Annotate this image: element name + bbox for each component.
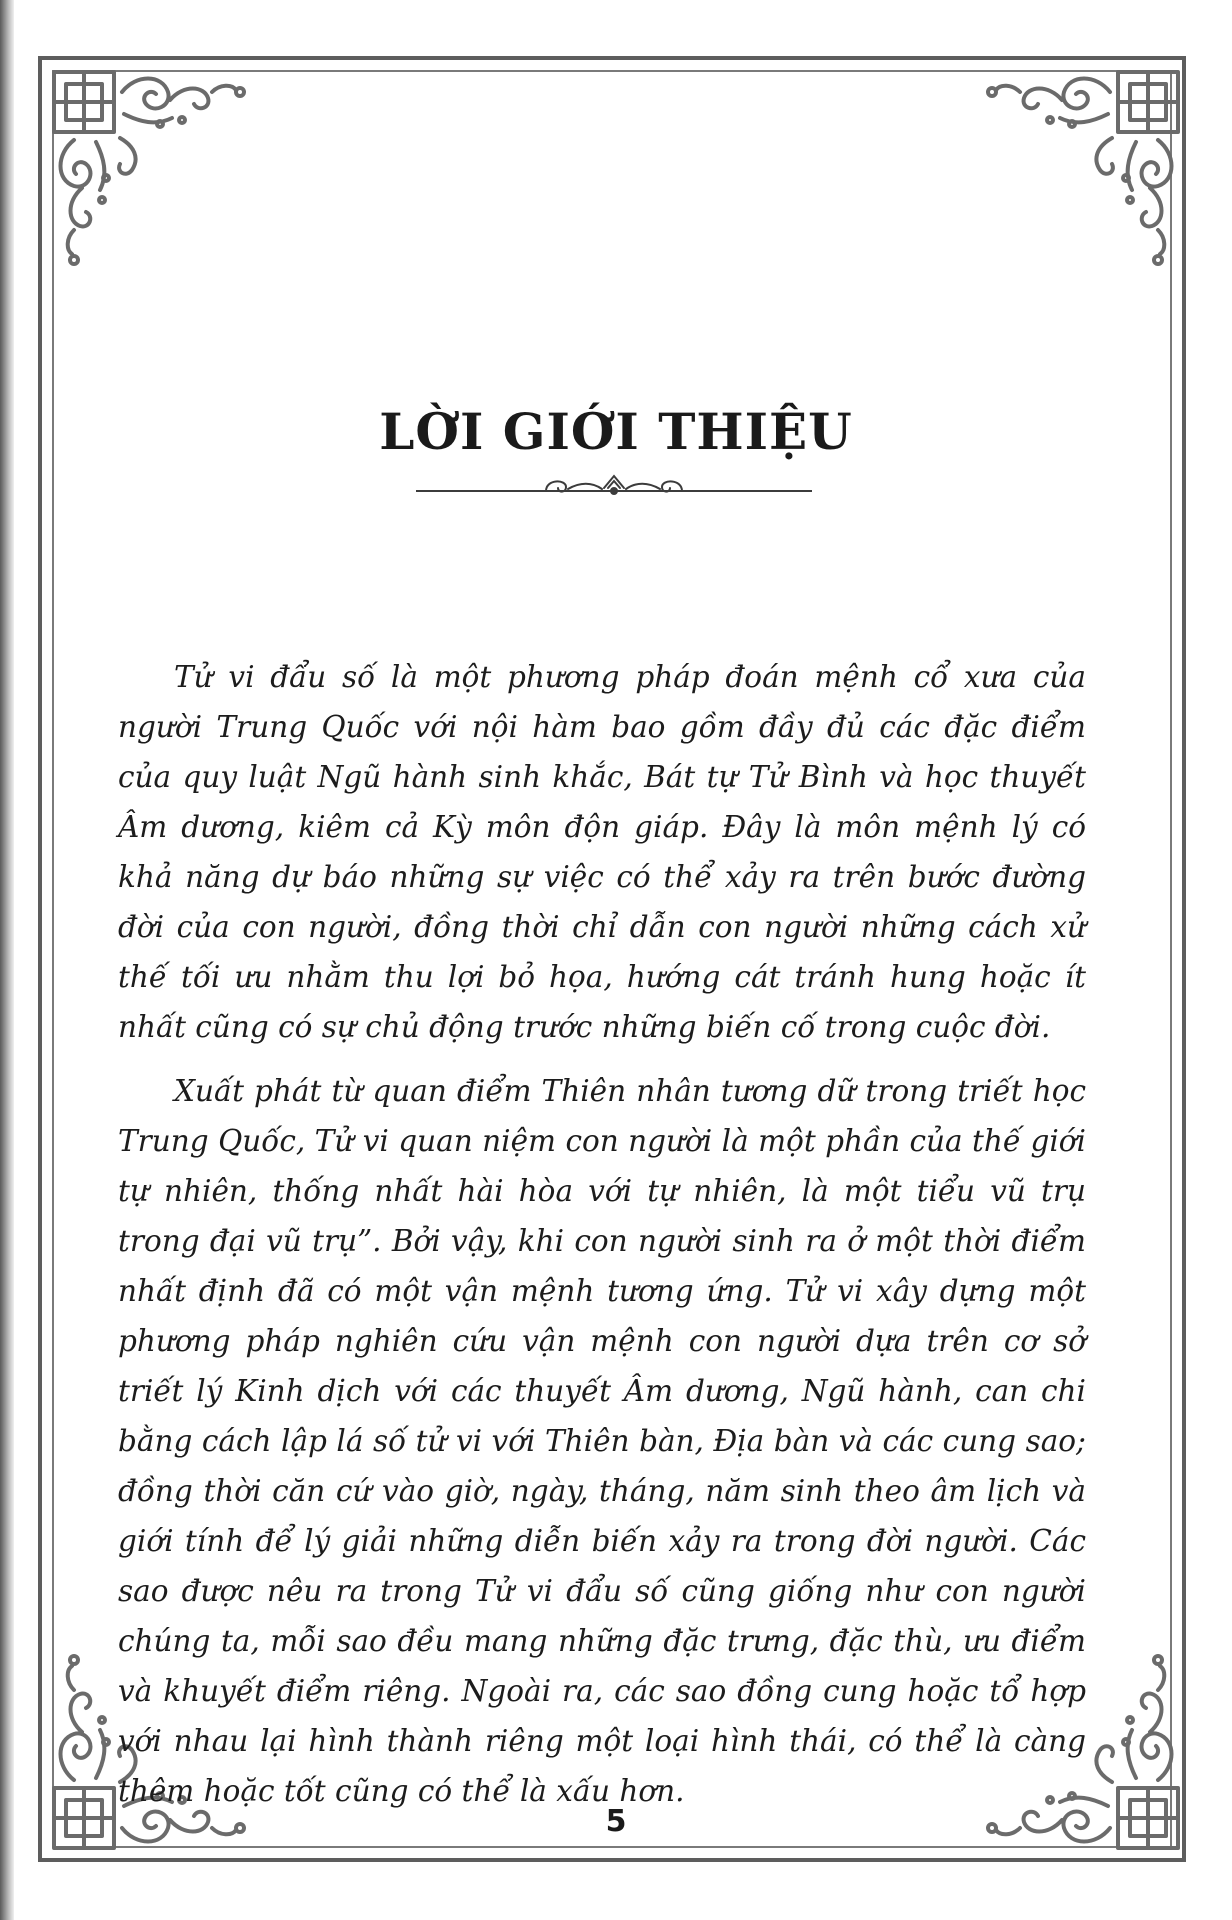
corner-ornament-top-right xyxy=(958,62,1188,292)
page-title: LỜI GIỚI THIỆU xyxy=(379,402,853,461)
title-divider-ornament xyxy=(416,470,812,500)
page-edge-shadow xyxy=(0,0,14,1920)
paragraph: Xuất phát từ quan điểm Thiên nhân tương dữ trong triết học Trung Quốc, Tử vi quan niệm con người là một phần của thế giới tự nhiên, thống nhất hài hòa với tự nhiên, là một tiểu vũ trụ trong đại vũ trụ”. Bởi vậy, khi con người sinh ra ở một thời điểm nhất định đã có một vận mệnh tương ứng. Tử vi xây dựng một phương pháp nghiên cứu vận mệnh con người dựa trên cơ sở triết lý Kinh dịch với các thuyết Âm dương, Ngũ hành, can chi bằng cách lập lá số tử vi với Thiên bàn, Địa bàn và các cung sao; đồng thời căn cứ vào giờ, ngày, tháng, năm sinh theo âm lịch và giới tính để lý giải những diễn biến xảy ra trong đời người. Các sao được nêu ra trong Tử vi đẩu số cũng giống như con người chúng ta, mỗi sao đều mang những đặc trưng, đặc thù, ưu điểm và khuyết điểm riêng. Ngoài ra, các sao đồng cung hoặc tổ hợp với nhau lại hình thành riêng một loại hình thái, có thể là càng thêm hoặc tốt cũng có thể là xấu hơn. xyxy=(118,1074,1086,1808)
page-number: 5 xyxy=(605,1804,627,1839)
intro-body xyxy=(118,652,1086,1830)
corner-ornament-top-left xyxy=(44,62,274,292)
paragraph: Tử vi đẩu số là một phương pháp đoán mệnh cổ xưa của người Trung Quốc với nội hàm bao gồm đầy đủ các đặc điểm của quy luật Ngũ hành sinh khắc, Bát tự Tử Bình và học thuyết Âm dương, kiêm cả Kỳ môn độn giáp. Đây là môn mệnh lý có khả năng dự báo những sự việc có thể xảy ra trên bước đường đời của con người, đồng thời chỉ dẫn con người những cách xử thế tối ưu nhằm thu lợi bỏ họa, hướng cát tránh hung hoặc ít nhất cũng có sự chủ động trước những biến cố trong cuộc đời. xyxy=(118,660,1086,1044)
